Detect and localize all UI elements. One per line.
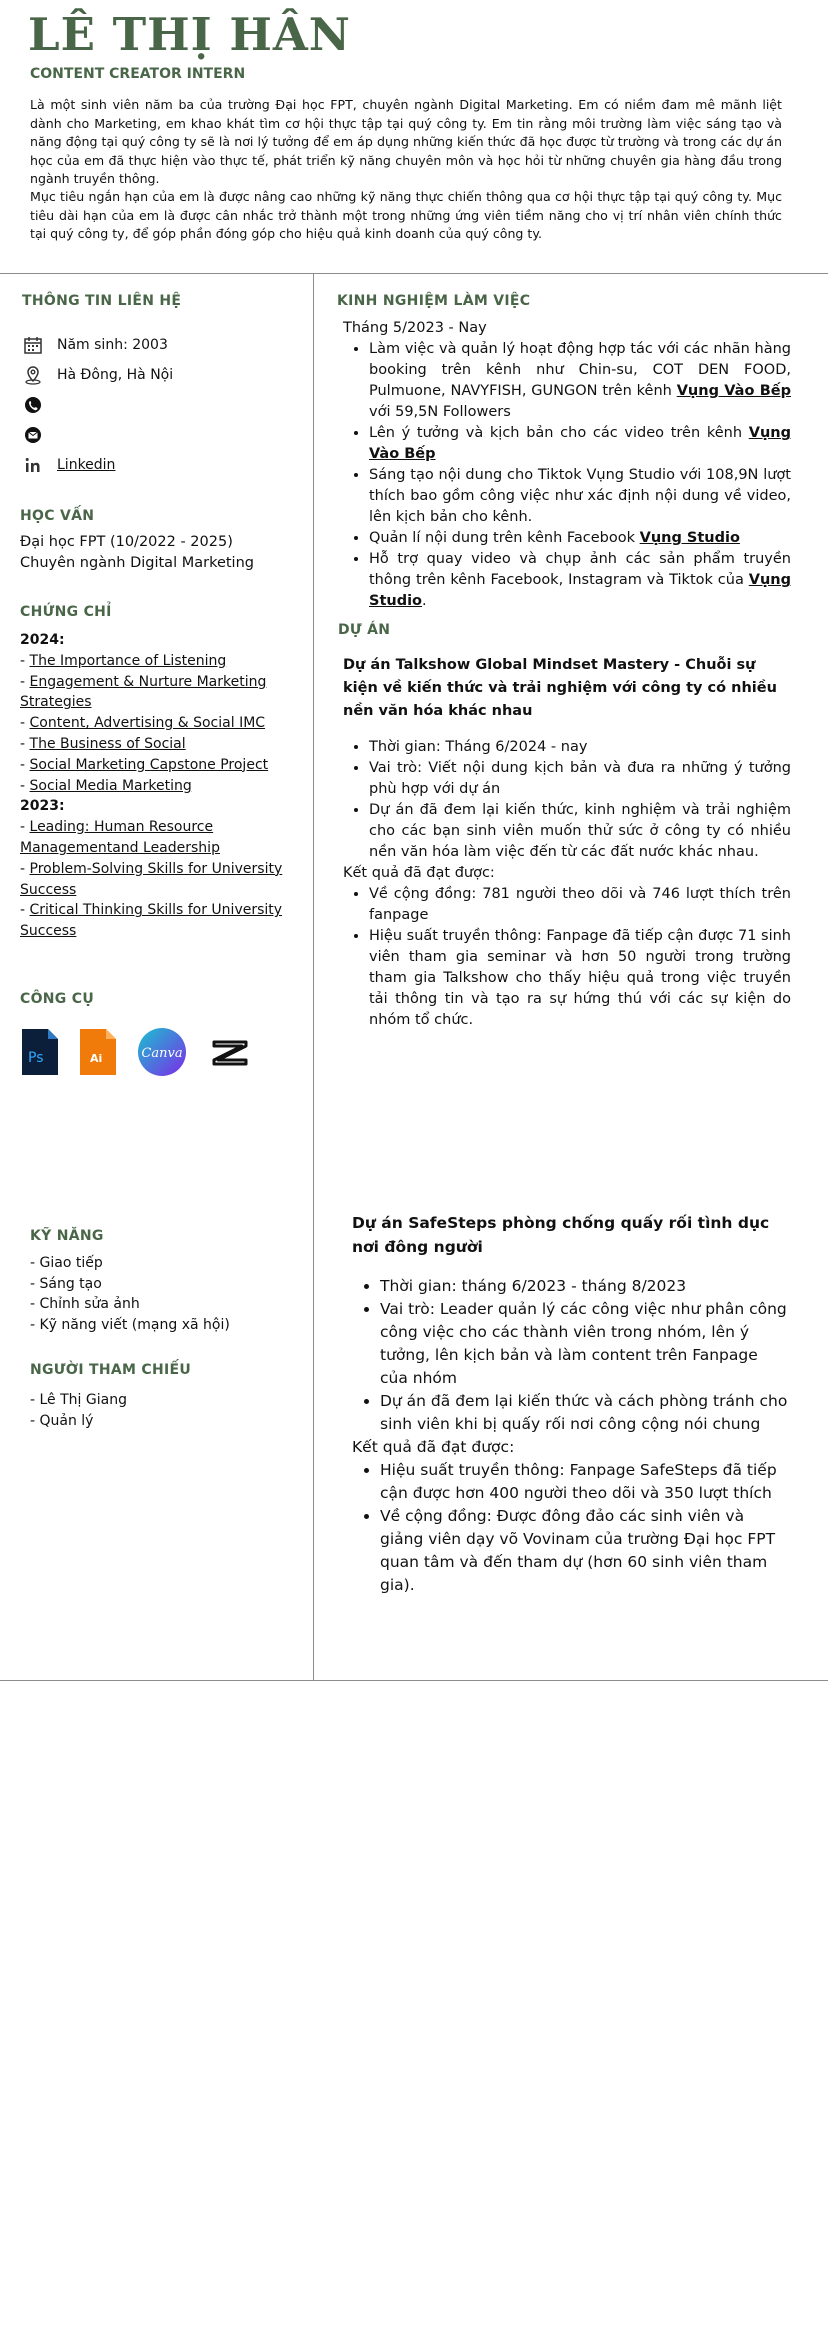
project-1-result-label: Kết quả đã đạt được:	[343, 865, 495, 881]
cert-year-2024: 2024:	[20, 632, 65, 648]
vung-studio-link[interactable]: Vụng Studio	[639, 530, 740, 546]
skill-item: - Kỹ năng viết (mạng xã hội)	[30, 1316, 230, 1333]
projects-heading: DỰ ÁN	[338, 622, 391, 638]
summary-paragraph-2: Mục tiêu ngắn hạn của em là được nâng cao những kỹ năng thực chiến thông qua cơ hội thực tập tại quý công ty. Mục tiêu dài hạn của em là được cân nhắc trở thành một trong những ứng viên tiềm năng cho vị trí nhân viên chính thức tại quý công ty, để góp phần đóng góp cho hiệu quả kinh doanh của quý công ty.	[30, 189, 782, 241]
certificates-heading: CHỨNG CHỈ	[20, 604, 112, 620]
tools-heading: CÔNG CỤ	[20, 991, 95, 1007]
project-1-results	[343, 884, 791, 1031]
education-school: Đại học FPT (10/2022 - 2025)	[20, 534, 233, 550]
job-title: CONTENT CREATOR INTERN	[30, 66, 246, 82]
references-heading: NGƯỜI THAM CHIẾU	[30, 1362, 192, 1378]
vung-vao-bep-link[interactable]: Vụng Vào Bếp	[369, 425, 791, 462]
candidate-name: LÊ THỊ HÂN	[28, 8, 351, 61]
phone-row	[22, 392, 292, 418]
svg-text:Ps: Ps	[28, 1050, 44, 1066]
project-detail-item: • Vai trò: Leader quản lý các công việc như phân công công việc cho các thành viên trong nhóm, lên ý tưởng, lên kịch bản và làm content trên Fanpage của nhóm	[380, 1298, 788, 1390]
project-result-item: • Hiệu suất truyền thông: Fanpage đã tiếp cận được 71 sinh viên tham gia seminar và hơn 50 người trong trường tham gia Talkshow cho thấy hiệu quả trong việc truyền tải thông tin và tạo ra sự hứng thú với các sự kiện do nhóm tổ chức.	[369, 926, 791, 1031]
project-2-result-label: Kết quả đã đạt được:	[352, 1438, 515, 1456]
skill-item: - Giao tiếp	[30, 1255, 103, 1271]
education-heading: HỌC VẤN	[20, 508, 95, 524]
project-2-results	[352, 1459, 788, 1597]
education-major: Chuyên ngành Digital Marketing	[20, 555, 254, 571]
cert-item[interactable]: - Content, Advertising & Social IMC	[20, 715, 266, 732]
experience-date: Tháng 5/2023 - Nay	[343, 320, 487, 336]
project-result-item: • Hiệu suất truyền thông: Fanpage SafeSteps đã tiếp cận được hơn 400 người theo dõi và 350 lượt thích	[380, 1459, 788, 1505]
tools-row	[22, 1028, 274, 1080]
birth-year: Năm sinh: 2003	[57, 337, 168, 353]
photoshop-logo	[22, 1029, 58, 1079]
canva-logo	[138, 1028, 186, 1080]
location-pin-icon	[22, 364, 44, 386]
experience-item: • Lên ý tưởng và kịch bản cho các video trên kênh Vụng Vào Bếp	[369, 423, 791, 465]
cert-item[interactable]: - Leading: Human Resource Managementand Leadership	[20, 819, 220, 856]
cert-item[interactable]: - Social Media Marketing	[20, 777, 192, 794]
project-detail-item: • Dự án đã đem lại kiến thức, kinh nghiệm và trải nghiệm cho các bạn sinh viên muốn thử sức ở công ty có nhiều nền văn hóa làm việc đến từ các đất nước khác nhau.	[369, 800, 791, 863]
project-2-title: Dự án SafeSteps phòng chống quấy rối tình dục nơi đông người	[352, 1214, 770, 1256]
vung-studio-link[interactable]: Vụng Studio	[369, 572, 791, 609]
illustrator-logo	[80, 1029, 116, 1079]
skills-list	[30, 1253, 230, 1335]
contact-section	[22, 332, 292, 482]
contact-heading: THÔNG TIN LIÊN HỆ	[22, 293, 182, 309]
skill-item: - Chỉnh sửa ảnh	[30, 1296, 140, 1312]
project-detail-item: • Thời gian: tháng 6/2023 - tháng 8/2023	[380, 1275, 788, 1298]
linkedin-icon	[22, 454, 44, 476]
cert-item[interactable]: - Engagement & Nurture Marketing Strategies	[20, 673, 267, 711]
experience-section	[343, 318, 791, 612]
cert-item[interactable]: - The Importance of Listening	[20, 652, 227, 669]
project-result-item: • Về cộng đồng: Được đông đảo các sinh viên và giảng viên dạy võ Vovinam của trường Đại học FPT quan tâm và đến tham dự (hơn 60 sinh viên tham gia).	[380, 1505, 788, 1597]
location-text: Hà Đông, Hà Nội	[57, 367, 174, 383]
column-divider-lower	[313, 1168, 314, 1680]
project-detail-item: • Thời gian: Tháng 6/2024 - nay	[369, 737, 791, 758]
cert-item[interactable]: - Problem-Solving Skills for University Success	[20, 860, 283, 898]
project-2	[352, 1211, 788, 1597]
skills-heading: KỸ NĂNG	[30, 1228, 104, 1244]
phone-icon	[22, 394, 44, 416]
email-icon	[22, 424, 44, 446]
summary-paragraph-1: Là một sinh viên năm ba của trường Đại học FPT, chuyên ngành Digital Marketing. Em có niềm đam mê mãnh liệt dành cho Marketing, em khao khát tìm cơ hội thực tập tại quý công ty. Em tin rằng môi trường làm việc sáng tạo và năng động tại quý công ty sẽ là nơi lý tưởng để em áp dụng những kiến thức đã học được từ trường và trong các dự án học của em đã thực hiện vào thực tế, phát triển kỹ năng chuyên môn và học hỏi từ những chuyên gia hàng đầu trong ngành truyền thông.	[30, 97, 782, 186]
experience-heading: KINH NGHIỆM LÀM VIỆC	[337, 293, 531, 309]
experience-item: • Sáng tạo nội dung cho Tiktok Vụng Studio với 108,9N lượt thích bao gồm công việc như xác định nội dung về video, lên kịch bản cho kênh.	[369, 465, 791, 528]
svg-text:Canva: Canva	[141, 1046, 183, 1061]
skill-item: - Sáng tạo	[30, 1275, 102, 1292]
project-1-title: Dự án Talkshow Global Mindset Mastery - Chuỗi sự kiện về kiến thức và trải nghiệm với công ty có nhiều nền văn hóa khác nhau	[343, 657, 777, 719]
cert-item[interactable]: - Social Marketing Capstone Project	[20, 756, 269, 773]
cert-year-2023: 2023:	[20, 798, 65, 815]
project-1-details	[343, 737, 791, 863]
references-list	[30, 1390, 127, 1431]
svg-text:Ai: Ai	[90, 1052, 103, 1065]
vung-vao-bep-link[interactable]: Vụng Vào Bếp	[676, 383, 791, 399]
experience-item: • Hỗ trợ quay video và chụp ảnh các sản phẩm truyền thông trên kênh Facebook, Instagram và Tiktok của Vụng Studio.	[369, 549, 791, 612]
location-row	[22, 362, 292, 388]
top-divider	[0, 273, 828, 274]
project-detail-item: • Vai trò: Viết nội dung kịch bản và đưa ra những ý tưởng phù hợp với dự án	[369, 758, 791, 800]
experience-list	[343, 339, 791, 612]
experience-item: • Làm việc và quản lý hoạt động hợp tác với các nhãn hàng booking trên kênh như Chin-su, COT DEN FOOD, Pulmuone, NAVYFISH, GUNGON trên kênh Vụng Vào Bếp với 59,5N Followers	[369, 339, 791, 423]
certificates-list	[20, 630, 288, 942]
reference-item: - Quản lý	[30, 1412, 94, 1429]
cert-item[interactable]: - Critical Thinking Skills for University Success	[20, 902, 283, 940]
email-row	[22, 422, 292, 448]
linkedin-link[interactable]: Linkedin	[57, 457, 116, 473]
project-detail-item: • Dự án đã đem lại kiến thức và cách phòng tránh cho sinh viên khi bị quấy rối nơi công cộng nói chung	[380, 1390, 788, 1436]
birth-row	[22, 332, 292, 358]
column-divider-upper	[313, 273, 314, 1168]
project-result-item: • Về cộng đồng: 781 người theo dõi và 746 lượt thích trên fanpage	[369, 884, 791, 926]
linkedin-row	[22, 452, 292, 478]
calendar-icon	[22, 334, 44, 356]
project-1	[343, 654, 791, 1031]
cert-item[interactable]: - The Business of Social	[20, 735, 186, 752]
experience-item: • Quản lí nội dung trên kênh Facebook Vụng Studio	[369, 528, 791, 549]
capcut-logo	[208, 1032, 252, 1076]
bottom-divider	[0, 1680, 828, 1681]
reference-item: - Lê Thị Giang	[30, 1392, 127, 1408]
project-2-details	[352, 1275, 788, 1436]
